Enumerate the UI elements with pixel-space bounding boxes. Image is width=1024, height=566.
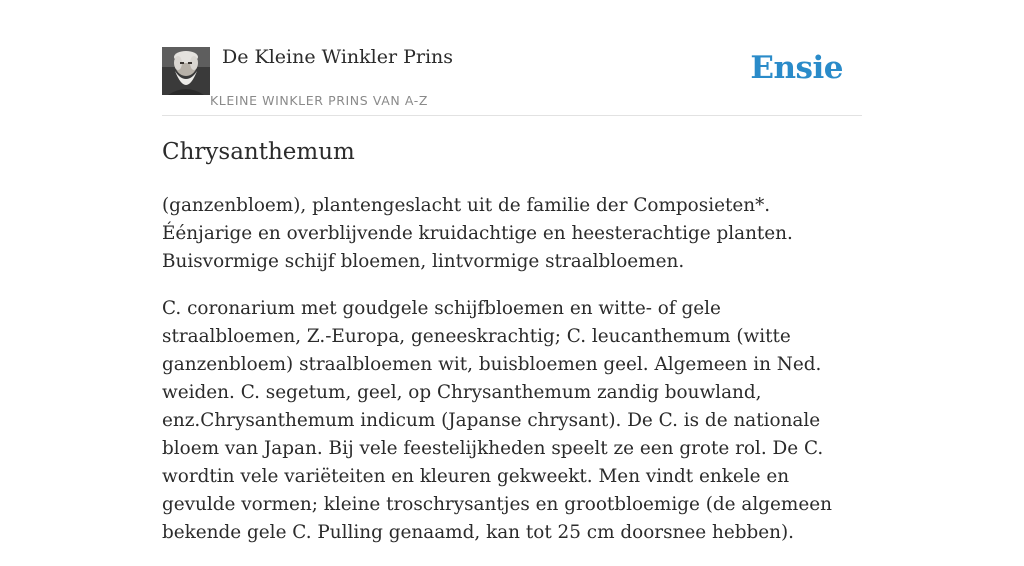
source-title[interactable]: De Kleine Winkler Prins [222, 46, 454, 68]
source-header [162, 0, 862, 116]
article-body [162, 192, 862, 566]
portrait-avatar-icon[interactable] [162, 47, 210, 95]
article-title: Chrysanthemum [162, 139, 355, 165]
article-paragraph: (ganzenbloem), plantengeslacht uit de familie der Composieten*. Éénjarige en overblijvende kruidachtige en heesterachtige planten. Buisvormige schijf bloemen, lintvormige straalbloemen. [162, 195, 793, 272]
ensie-logo[interactable]: Ensie [750, 50, 843, 86]
page [162, 0, 862, 543]
article-paragraph: C. coronarium met goudgele schijfbloemen en witte- of gele straalbloemen, Z.-Europa, geneeskrachtig; C. leucanthemum (witte ganzenbloem) straalbloemen wit, buisbloemen geel. Algemeen in Ned. weiden. C. segetum, geel, op Chrysanthemum zandig bouwland, enz.Chrysanthemum indicum (Japanse chrysant). De C. is de nationale bloem van Japan. Bij vele feestelijkheden speelt ze een grote rol. De C. wordtin vele variëteiten en kleuren gekweekt. Men vindt enkele en gevulde vormen; kleine troschrysantjes en grootbloemige (de algemeen bekende gele C. Pulling genaamd, kan tot 25 cm doorsnee hebben). [162, 298, 832, 543]
source-subtitle[interactable]: KLEINE WINKLER PRINS VAN A-Z [210, 93, 429, 108]
